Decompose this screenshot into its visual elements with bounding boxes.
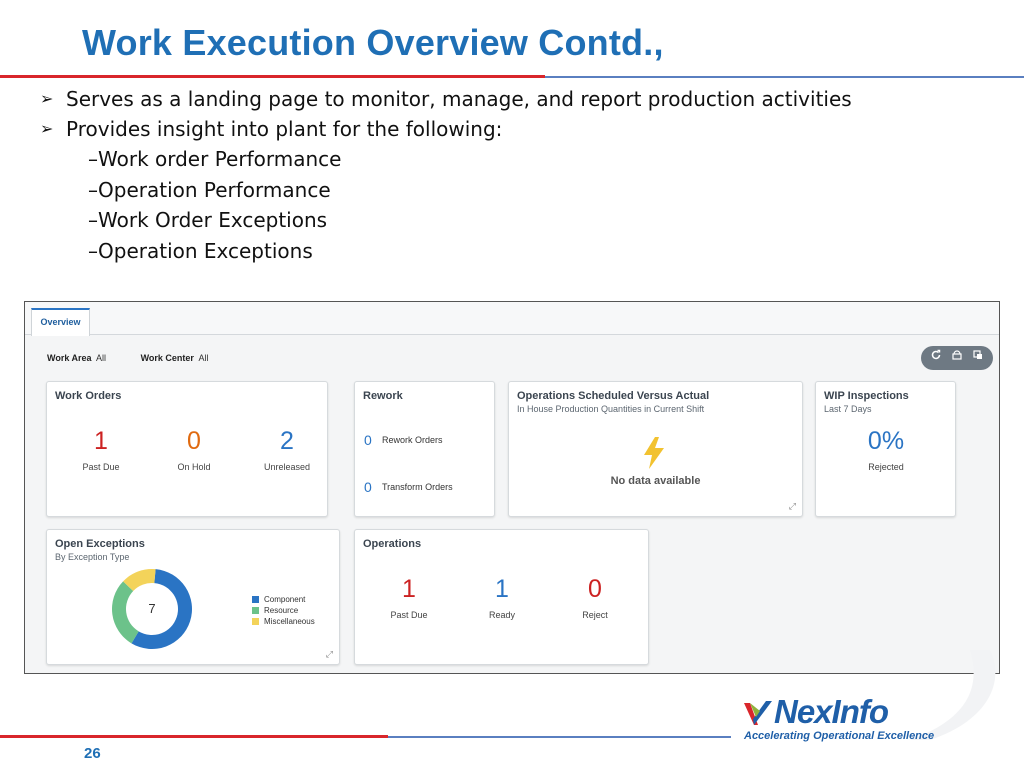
overview-toolbar [921, 346, 993, 370]
legend-label: Miscellaneous [264, 617, 315, 626]
metric-value: 1 [402, 575, 416, 603]
bullet-text: Provides insight into plant for the following: [66, 117, 503, 141]
metric-value: 0 [187, 427, 201, 455]
logo-wordmark: NexInfo [774, 693, 889, 730]
bullet-list [40, 84, 852, 266]
wip-rejected-metric[interactable] [846, 426, 926, 472]
card-title: Work Orders [55, 390, 122, 402]
operations-ready[interactable] [462, 574, 542, 620]
footer-divider-red [0, 735, 388, 738]
rework-orders-count: 0 [364, 432, 372, 448]
card-title: Operations [363, 538, 422, 550]
rework-orders-label: Rework Orders [382, 435, 443, 445]
work-area-value: All [96, 353, 107, 363]
card-subtitle: Last 7 Days [824, 404, 872, 414]
rework-orders-row[interactable] [364, 432, 443, 448]
transform-orders-count: 0 [364, 479, 372, 495]
slide-title: Work Execution Overview Contd., [82, 22, 664, 63]
sub-item: –Operation Exceptions [88, 238, 313, 263]
metric-label: Ready [488, 610, 515, 620]
wip-inspections-card[interactable] [815, 381, 956, 517]
bullet-item [40, 84, 852, 114]
card-title: Operations Scheduled Versus Actual [517, 390, 710, 402]
title-divider-red [0, 75, 545, 78]
transform-orders-label: Transform Orders [382, 482, 453, 492]
legend-swatch [252, 596, 259, 603]
operations-past-due[interactable] [369, 574, 449, 620]
legend-item [252, 616, 315, 627]
sub-item: –Work Order Exceptions [88, 208, 328, 232]
metric-label: Rejected [868, 462, 904, 472]
arrow-bullet-icon: ➢ [40, 119, 54, 138]
app-screenshot [24, 301, 1000, 674]
metric-value: 1 [94, 427, 108, 455]
transform-orders-row[interactable] [364, 479, 453, 495]
title-divider-blue [545, 76, 1024, 78]
settings-icon[interactable] [948, 349, 966, 367]
metric-value: 2 [280, 427, 294, 455]
work-orders-past-due[interactable] [61, 426, 141, 472]
footer-divider-blue [388, 736, 731, 738]
arrow-bullet-icon: ➢ [40, 89, 54, 108]
work-area-label: Work Area [47, 353, 92, 363]
metric-value: 1 [495, 575, 509, 603]
legend-label: Resource [264, 606, 299, 615]
work-center-label: Work Center [140, 353, 194, 363]
metric-label: Unreleased [263, 462, 311, 472]
no-data-message: No data available [610, 475, 701, 487]
filter-bar [47, 353, 240, 363]
card-title: Open Exceptions [55, 538, 145, 550]
page-number: 26 [84, 745, 101, 762]
operations-reject[interactable] [555, 574, 635, 620]
legend-swatch [252, 618, 259, 625]
tab-bar [25, 302, 999, 335]
legend-item [252, 605, 315, 616]
sub-item: –Operation Performance [88, 177, 331, 202]
metric-label: Reject [582, 610, 608, 620]
tab-overview[interactable]: Overview [31, 308, 90, 336]
bullet-item [40, 114, 852, 144]
card-subtitle: In House Production Quantities in Current Shift [517, 404, 705, 414]
donut-center-label: 7 [148, 601, 156, 616]
operations-card[interactable] [354, 529, 649, 665]
ops-scheduled-card[interactable] [508, 381, 803, 517]
metric-value: 0% [867, 427, 905, 455]
work-center-filter[interactable] [141, 353, 225, 363]
expand-icon[interactable]: ⤢ [788, 501, 796, 511]
bullet-text: Serves as a landing page to monitor, manage, and report production activities [66, 87, 852, 111]
exceptions-donut-chart[interactable] [110, 567, 194, 651]
metric-label: Past Due [82, 462, 120, 472]
work-center-value: All [198, 353, 209, 363]
rework-card[interactable] [354, 381, 495, 517]
layout-icon[interactable] [969, 349, 987, 367]
card-subtitle: By Exception Type [55, 552, 130, 562]
work-area-filter[interactable] [47, 353, 122, 363]
work-orders-card[interactable] [46, 381, 328, 517]
refresh-icon[interactable] [927, 349, 945, 367]
logo-tagline: Accelerating Operational Excellence [744, 730, 935, 742]
nexinfo-logo [742, 693, 952, 745]
metric-value: 0 [588, 575, 602, 603]
metric-label: Past Due [390, 610, 428, 620]
legend-swatch [252, 607, 259, 614]
open-exceptions-card[interactable] [46, 529, 340, 665]
sub-item: –Work order Performance [88, 147, 342, 171]
work-orders-on-hold[interactable] [154, 426, 234, 472]
work-orders-unreleased[interactable] [247, 426, 327, 472]
legend-item [252, 594, 315, 605]
card-title: Rework [363, 390, 403, 402]
metric-label: On Hold [177, 462, 211, 472]
expand-icon[interactable]: ⤢ [325, 649, 333, 659]
card-title: WIP Inspections [824, 390, 909, 402]
lightning-icon [642, 436, 666, 475]
donut-slice-resource[interactable] [112, 581, 139, 643]
nexinfo-mark-icon [742, 699, 776, 729]
legend-label: Component [264, 595, 306, 604]
chart-legend [252, 594, 315, 627]
